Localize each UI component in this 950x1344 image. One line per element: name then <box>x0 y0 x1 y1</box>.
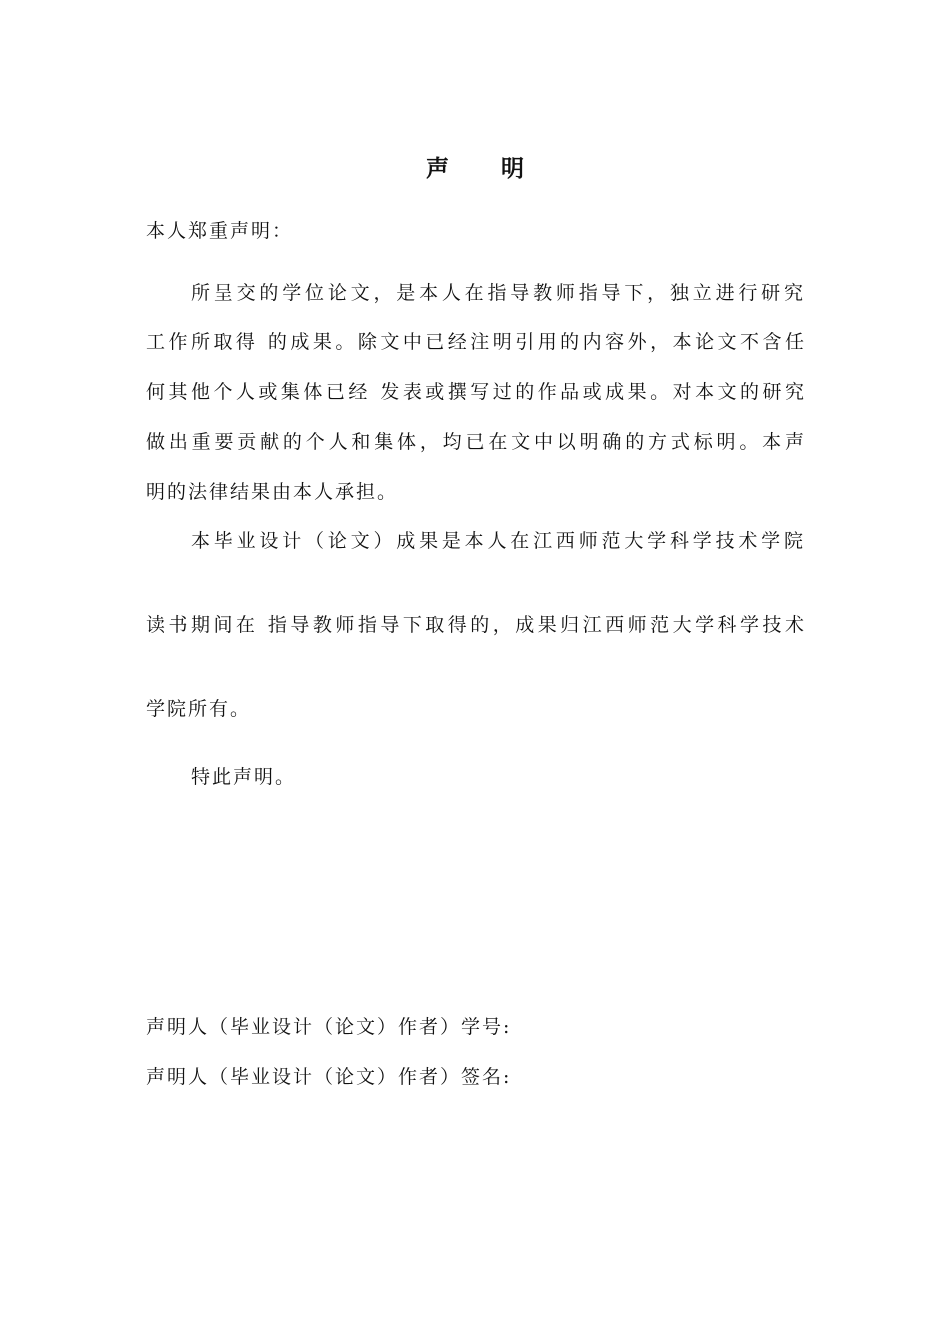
paragraph2-line-1: 本毕业设计（论文）成果是本人在江西师范大学科学技术学院 <box>191 530 805 552</box>
opening-line: 本人郑重声明： <box>146 220 294 242</box>
signature-label: 声明人（毕业设计（论文）作者）签名: <box>146 1066 512 1088</box>
paragraph1-line-1: 所呈交的学位论文，是本人在指导教师指导下，独立进行研究 <box>191 282 805 304</box>
paragraph1-line-4: 做出重要贡献的个人和集体，均已在文中以明确的方式标明。本声 <box>146 431 806 453</box>
page-title: 声明 <box>426 155 576 182</box>
paragraph1-line-3: 何其他个人或集体已经 发表或撰写过的作品或成果。对本文的研究 <box>146 381 806 403</box>
paragraph2-line-3: 学院所有。 <box>146 698 252 720</box>
closing-line: 特此声明。 <box>191 766 297 788</box>
student-id-label: 声明人（毕业设计（论文）作者）学号: <box>146 1016 512 1038</box>
paragraph1-line-5: 明的法律结果由本人承担。 <box>146 481 399 503</box>
paragraph1-line-2: 工作所取得 的成果。除文中已经注明引用的内容外，本论文不含任 <box>146 331 806 353</box>
paragraph2-line-2: 读书期间在 指导教师指导下取得的，成果归江西师范大学科学技术 <box>146 614 806 636</box>
